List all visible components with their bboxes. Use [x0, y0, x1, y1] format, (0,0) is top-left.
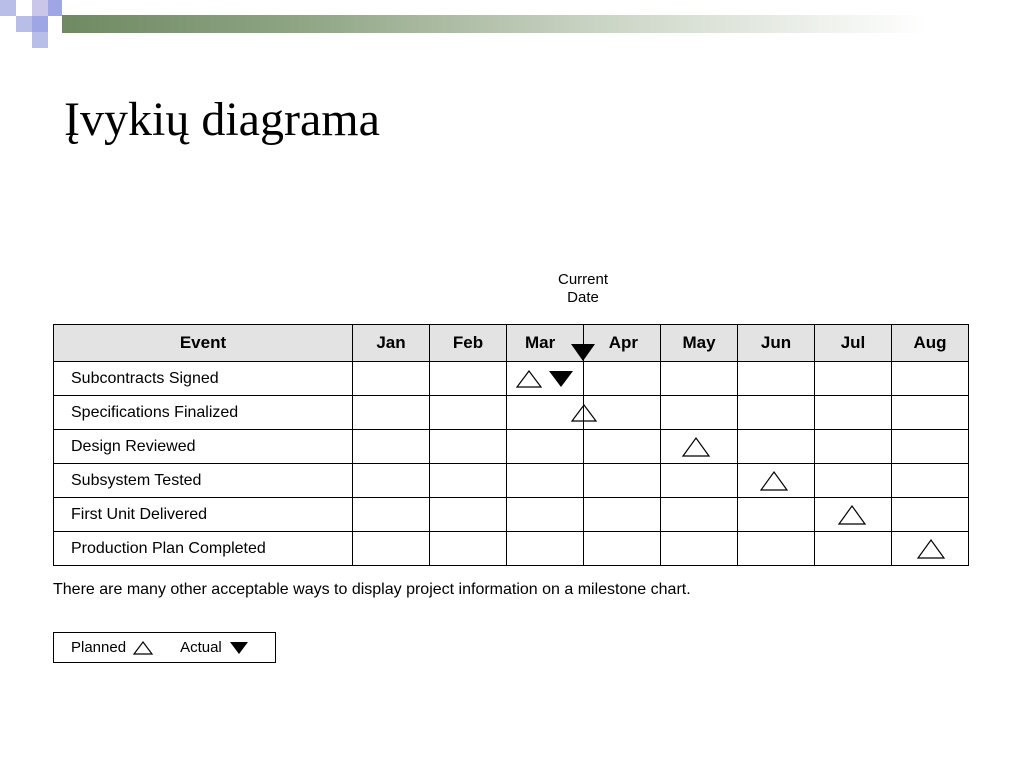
- month-cell: [661, 498, 738, 532]
- month-cell: [815, 396, 892, 430]
- current-date-marker-icon: [570, 340, 596, 362]
- event-label: Production Plan Completed: [54, 532, 353, 566]
- actual-triangle-icon: [547, 369, 575, 389]
- planned-triangle-icon: [916, 538, 946, 560]
- event-label: First Unit Delivered: [54, 498, 353, 532]
- month-header: May: [661, 325, 738, 362]
- table-row: [54, 532, 969, 566]
- month-header: Apr: [584, 325, 661, 362]
- header-row: [54, 325, 969, 362]
- planned-triangle-icon: [837, 504, 867, 526]
- planned-triangle-icon: [681, 436, 711, 458]
- header-decoration: [0, 0, 1024, 48]
- hollow-triangle-up-icon: [132, 640, 154, 656]
- month-cell: [738, 532, 815, 566]
- table-row: [54, 464, 969, 498]
- month-cell: [661, 464, 738, 498]
- month-cell: [430, 362, 507, 396]
- month-cell: [892, 532, 969, 566]
- month-cell: [430, 396, 507, 430]
- month-cell: [661, 396, 738, 430]
- event-label: Subsystem Tested: [54, 464, 353, 498]
- decor-square: [0, 0, 16, 16]
- month-cell: [738, 396, 815, 430]
- month-cell: [815, 498, 892, 532]
- current-date-line: [583, 340, 584, 565]
- current-date-label: Current Date: [557, 271, 609, 306]
- month-cell: [815, 464, 892, 498]
- month-cell: [507, 362, 584, 396]
- month-cell: [815, 362, 892, 396]
- event-label: Specifications Finalized: [54, 396, 353, 430]
- decor-square: [0, 16, 16, 32]
- table-row: [54, 498, 969, 532]
- decor-square: [16, 16, 32, 32]
- table-row: [54, 430, 969, 464]
- month-cell: [507, 532, 584, 566]
- planned-triangle-icon: [759, 470, 789, 492]
- event-column-header: Event: [54, 325, 353, 362]
- legend-actual-label: Actual: [180, 639, 222, 656]
- event-label: Subcontracts Signed: [54, 362, 353, 396]
- decor-square: [48, 0, 62, 16]
- month-cell: [738, 362, 815, 396]
- decor-square: [32, 0, 48, 16]
- month-cell: [430, 498, 507, 532]
- decor-square: [32, 32, 48, 48]
- month-cell: [584, 396, 661, 430]
- month-cell: [892, 498, 969, 532]
- month-cell: [738, 430, 815, 464]
- decor-square: [32, 16, 48, 32]
- header-gradient-bar: [62, 15, 1024, 33]
- month-cell: [892, 464, 969, 498]
- month-header: Mar: [507, 325, 584, 362]
- slide-title: Įvykių diagrama: [64, 93, 380, 146]
- month-cell: [661, 430, 738, 464]
- month-cell: [507, 498, 584, 532]
- month-cell: [661, 532, 738, 566]
- month-cell: [353, 532, 430, 566]
- milestone-table: [53, 324, 969, 566]
- month-cell: [892, 362, 969, 396]
- month-cell: [584, 430, 661, 464]
- legend-actual: [180, 639, 250, 656]
- month-cell: [584, 464, 661, 498]
- legend-planned-label: Planned: [71, 639, 127, 656]
- planned-triangle-icon: [515, 369, 543, 389]
- month-cell: [661, 362, 738, 396]
- month-cell: [507, 464, 584, 498]
- month-cell: [353, 396, 430, 430]
- month-cell: [353, 498, 430, 532]
- month-cell: [430, 464, 507, 498]
- month-header: Feb: [430, 325, 507, 362]
- event-label: Design Reviewed: [54, 430, 353, 464]
- table-row: [54, 362, 969, 396]
- decor-square: [48, 16, 62, 32]
- month-cell: [430, 430, 507, 464]
- month-cell: [892, 430, 969, 464]
- filled-triangle-down-icon: [228, 640, 250, 656]
- month-cell: [738, 498, 815, 532]
- month-cell: [353, 464, 430, 498]
- month-cell: [430, 532, 507, 566]
- decor-square: [16, 0, 32, 16]
- month-cell: [353, 362, 430, 396]
- month-cell: [815, 532, 892, 566]
- month-header: Jun: [738, 325, 815, 362]
- month-header: Jul: [815, 325, 892, 362]
- month-cell: [507, 430, 584, 464]
- legend: [53, 632, 276, 663]
- table-row: [54, 396, 969, 430]
- month-cell: [892, 396, 969, 430]
- month-cell: [584, 498, 661, 532]
- month-cell: [584, 532, 661, 566]
- month-cell: [815, 430, 892, 464]
- month-cell: [738, 464, 815, 498]
- month-cell: [507, 396, 584, 430]
- month-cell: [353, 430, 430, 464]
- chart-caption: There are many other acceptable ways to display project information on a milestone chart.: [53, 581, 691, 598]
- month-cell: [584, 362, 661, 396]
- month-header: Jan: [353, 325, 430, 362]
- legend-planned: [71, 639, 154, 656]
- month-header: Aug: [892, 325, 969, 362]
